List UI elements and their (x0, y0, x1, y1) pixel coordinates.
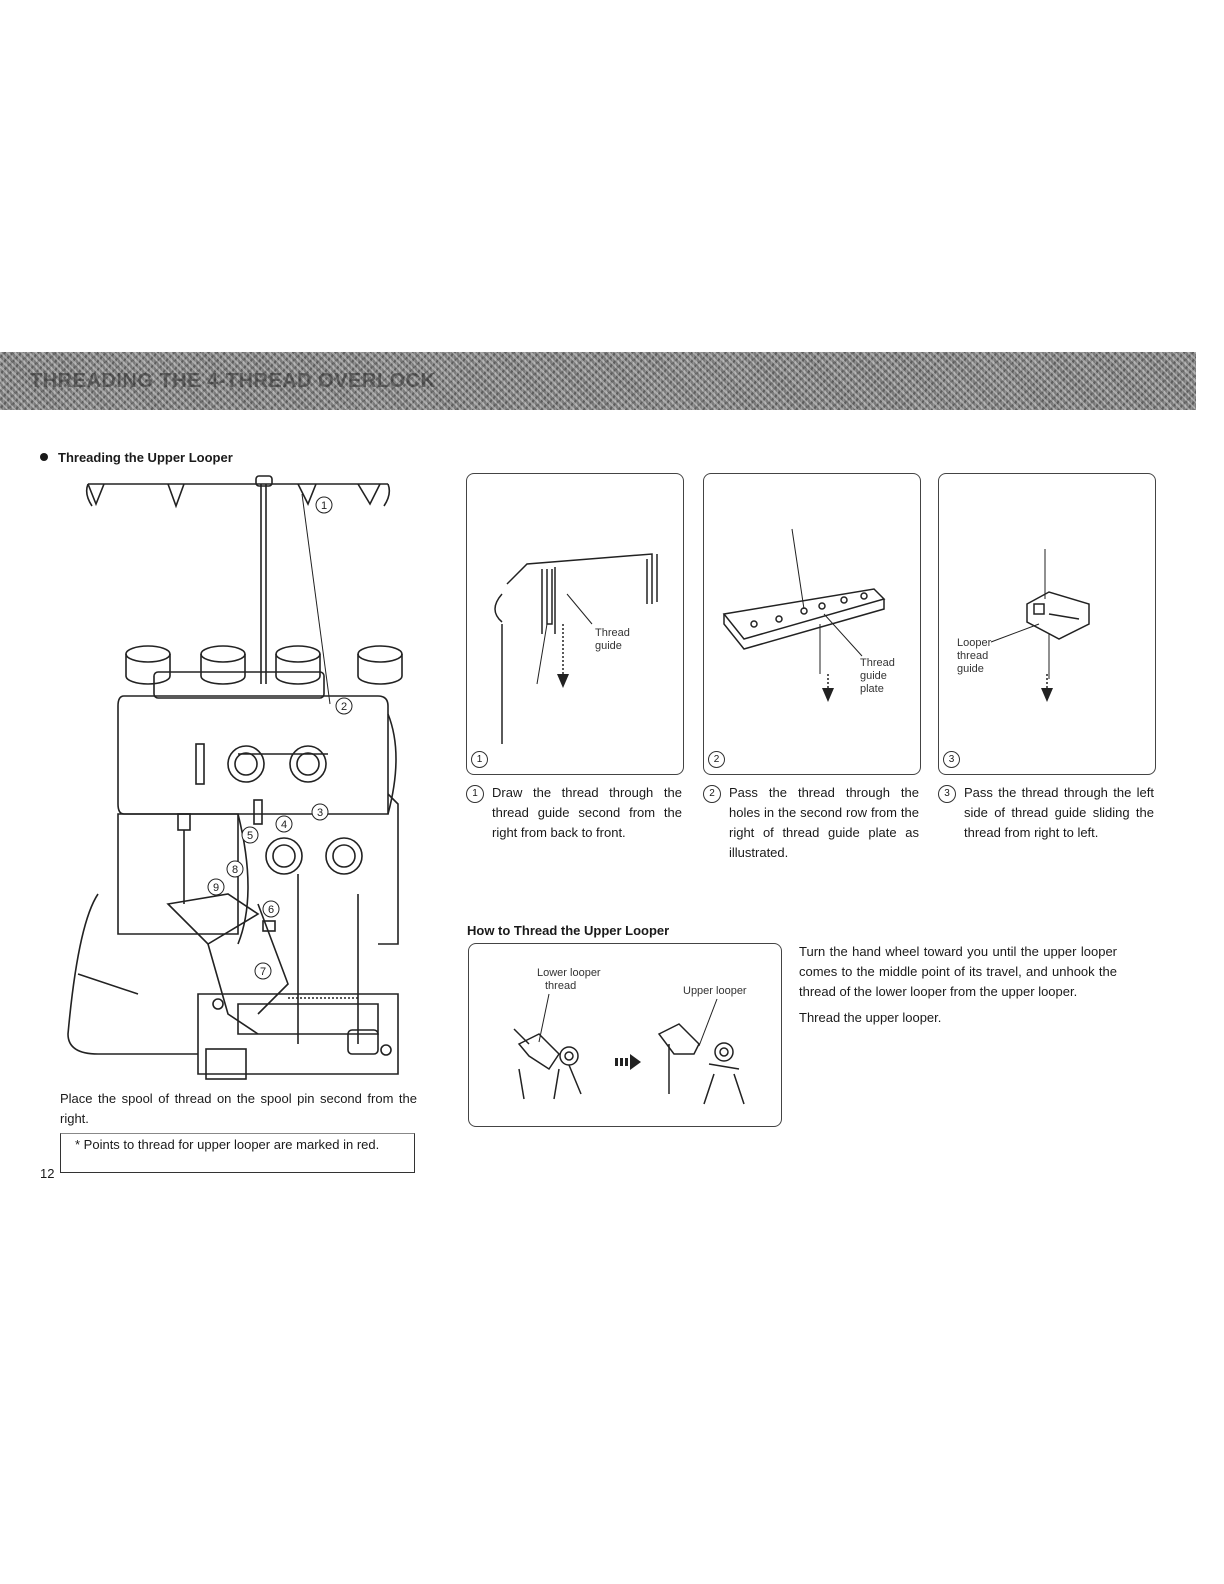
svg-text:5: 5 (246, 830, 254, 842)
label-looper: Looper (957, 637, 992, 649)
section-heading-text: Threading the Upper Looper (58, 450, 233, 465)
callout-9 (208, 879, 224, 895)
label-plate: plate (860, 683, 884, 695)
callout-2 (336, 698, 352, 714)
label-guide: guide (595, 640, 622, 652)
callout-8 (227, 861, 243, 877)
svg-text:9: 9 (212, 882, 220, 894)
svg-text:8: 8 (231, 864, 239, 876)
step-2-caption (703, 783, 919, 863)
step-marker: 1 (466, 785, 484, 803)
thread-guide-illustration (467, 474, 683, 774)
step-1-panel (466, 473, 684, 775)
note-box (60, 1133, 415, 1173)
how-to-illustration (468, 943, 782, 1127)
callout-5 (242, 827, 258, 843)
header-banner (0, 352, 1196, 410)
note-text: * Points to thread for upper looper are marked in red. (75, 1137, 380, 1152)
how-to-paragraph-2: Thread the upper looper. (799, 1010, 942, 1025)
step-marker: 2 (703, 785, 721, 803)
step-text: Pass the thread through the holes in the second row from the right of thread guide plate as illustrated. (729, 785, 919, 860)
step-number: 3 (943, 751, 960, 768)
how-to-paragraph-1: Turn the hand wheel toward you until the upper looper comes to the middle point of its travel, and unhook the thread of the lower looper from the upper looper. (799, 944, 1117, 999)
step-2-panel (703, 473, 921, 775)
thread-guide-plate-illustration (704, 474, 920, 774)
how-to-heading: How to Thread the Upper Looper (467, 923, 670, 938)
label-thread: thread (957, 650, 989, 662)
spool-instruction: Place the spool of thread on the spool pin second from the right. (60, 1091, 417, 1126)
page-number: 12 (40, 1166, 55, 1181)
callout-7 (255, 963, 271, 979)
step-text: Pass the thread through the left side of thread guide sliding the thread from right to left. (964, 785, 1154, 840)
label-lower-looper: Lower looper (537, 967, 601, 979)
label-lower-looper-thread: thread (545, 980, 577, 992)
step-3-panel (938, 473, 1156, 775)
serger-machine-illustration (58, 474, 418, 1091)
svg-text:2: 2 (340, 701, 348, 713)
bullet-icon (40, 453, 48, 461)
svg-text:1: 1 (320, 500, 328, 512)
label-guide: guide (860, 670, 887, 682)
callout-3 (312, 804, 328, 820)
serger-machine-drawing (58, 474, 418, 1086)
callout-1 (316, 497, 332, 513)
step-marker: 3 (938, 785, 956, 803)
label-thread: Thread (860, 657, 895, 669)
step-number: 1 (471, 751, 488, 768)
step-text: Draw the thread through the thread guide second from the right from back to front. (492, 785, 682, 840)
svg-text:7: 7 (259, 966, 267, 978)
svg-text:3: 3 (316, 807, 324, 819)
svg-text:6: 6 (267, 904, 275, 916)
banner-title: THREADING THE 4-THREAD OVERLOCK (30, 370, 436, 392)
step-number: 2 (708, 751, 725, 768)
step-1-caption (466, 783, 682, 843)
how-to-text (799, 942, 1117, 1034)
looper-thread-guide-illustration (939, 474, 1155, 774)
looper-sequence-drawing (469, 944, 781, 1126)
callout-6 (263, 901, 279, 917)
section-heading (40, 450, 233, 465)
callout-4 (276, 816, 292, 832)
label-thread: Thread (595, 627, 630, 639)
step-3-caption (938, 783, 1154, 843)
svg-text:4: 4 (280, 819, 288, 831)
label-guide: guide (957, 663, 984, 675)
label-upper-looper: Upper looper (683, 985, 747, 997)
